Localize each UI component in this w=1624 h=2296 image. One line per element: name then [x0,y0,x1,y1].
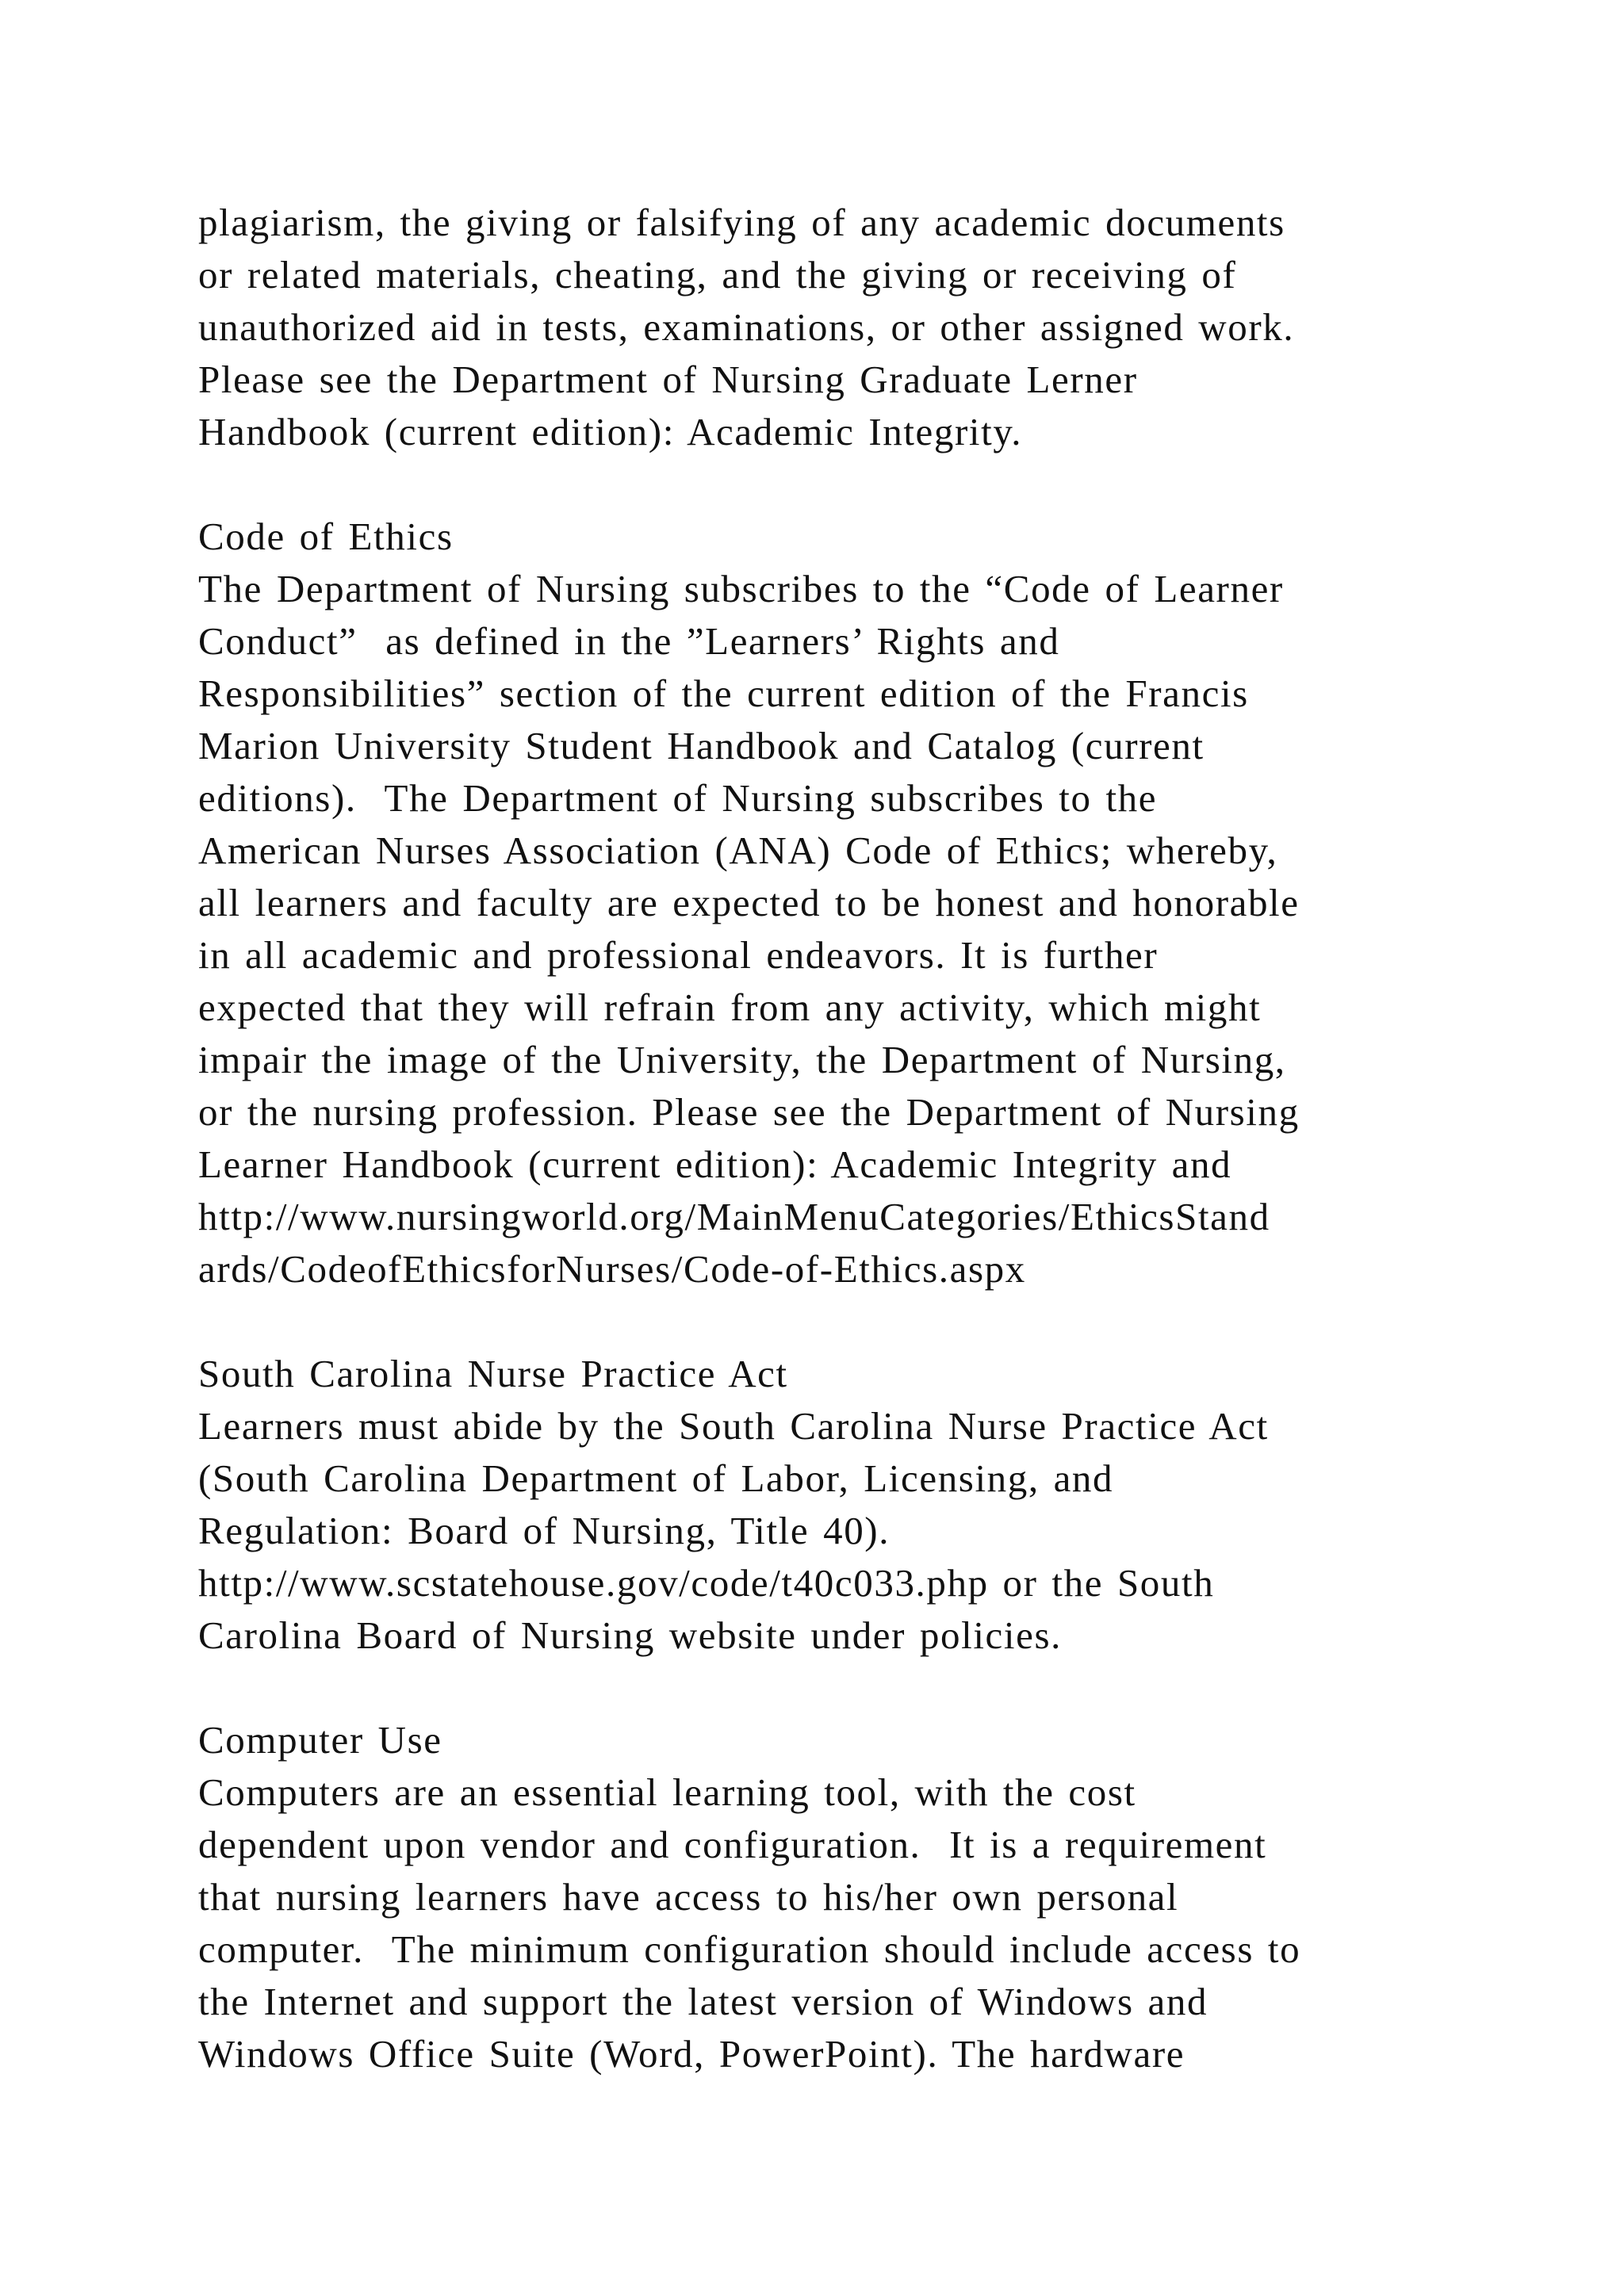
text-line: or related materials, cheating, and the giving or receiving of [198,253,1237,297]
text-line: Please see the Department of Nursing Graduate Lerner [198,358,1138,401]
paragraph-gap [198,1295,1546,1348]
url-text-line: http://www.nursingworld.org/MainMenuCategories/EthicsStand [198,1195,1270,1238]
text-line: in all academic and professional endeavors. It is further [198,933,1159,977]
intro-paragraph [198,197,1546,458]
text-line: Computers are an essential learning tool, with the cost [198,1770,1136,1814]
section-heading: Code of Ethics [198,515,454,558]
section-heading: South Carolina Nurse Practice Act [198,1352,788,1395]
text-line: impair the image of the University, the Department of Nursing, [198,1038,1286,1081]
text-line: or the nursing profession. Please see the Department of Nursing [198,1090,1300,1134]
text-line: computer. The minimum configuration should include access to [198,1927,1301,1971]
url-text-line: ards/CodeofEthicsforNurses/Code-of-Ethics.aspx [198,1247,1026,1291]
code-of-ethics-section [198,511,1546,1295]
text-line: dependent upon vendor and configuration. It is a requirement [198,1823,1267,1866]
text-line: Conduct” as defined in the ”Learners’ Rights and [198,619,1060,663]
text-line: that nursing learners have access to his/her own personal [198,1875,1179,1919]
url-text-line: http://www.scstatehouse.gov/code/t40c033.php or the South [198,1561,1215,1605]
text-line: all learners and faculty are expected to be honest and honorable [198,881,1300,924]
text-line: Regulation: Board of Nursing, Title 40). [198,1509,891,1552]
text-line: the Internet and support the latest version of Windows and [198,1980,1208,2023]
text-line: editions). The Department of Nursing subscribes to the [198,776,1158,820]
section-heading: Computer Use [198,1718,442,1762]
text-line: The Department of Nursing subscribes to the “Code of Learner [198,567,1284,610]
text-line: American Nurses Association (ANA) Code of Ethics; whereby, [198,828,1278,872]
text-line: (South Carolina Department of Labor, Licensing, and [198,1456,1114,1500]
text-line: Windows Office Suite (Word, PowerPoint). The hardware [198,2032,1185,2076]
text-line: Learners must abide by the South Carolina Nurse Practice Act [198,1404,1269,1448]
text-line: expected that they will refrain from any activity, which might [198,985,1262,1029]
text-line: plagiarism, the giving or falsifying of any academic documents [198,201,1285,244]
nurse-practice-act-section [198,1348,1546,1662]
computer-use-section [198,1714,1546,2080]
text-line: Learner Handbook (current edition): Academic Integrity and [198,1142,1232,1186]
paragraph-gap [198,1662,1546,1714]
document-body [198,197,1546,2080]
paragraph-gap [198,458,1546,511]
text-line: unauthorized aid in tests, examinations, or other assigned work. [198,305,1295,349]
text-line: Handbook (current edition): Academic Integrity. [198,410,1023,453]
text-line: Responsibilities” section of the current edition of the Francis [198,672,1249,715]
text-line: Carolina Board of Nursing website under policies. [198,1613,1062,1657]
text-line: Marion University Student Handbook and Catalog (current [198,724,1205,767]
